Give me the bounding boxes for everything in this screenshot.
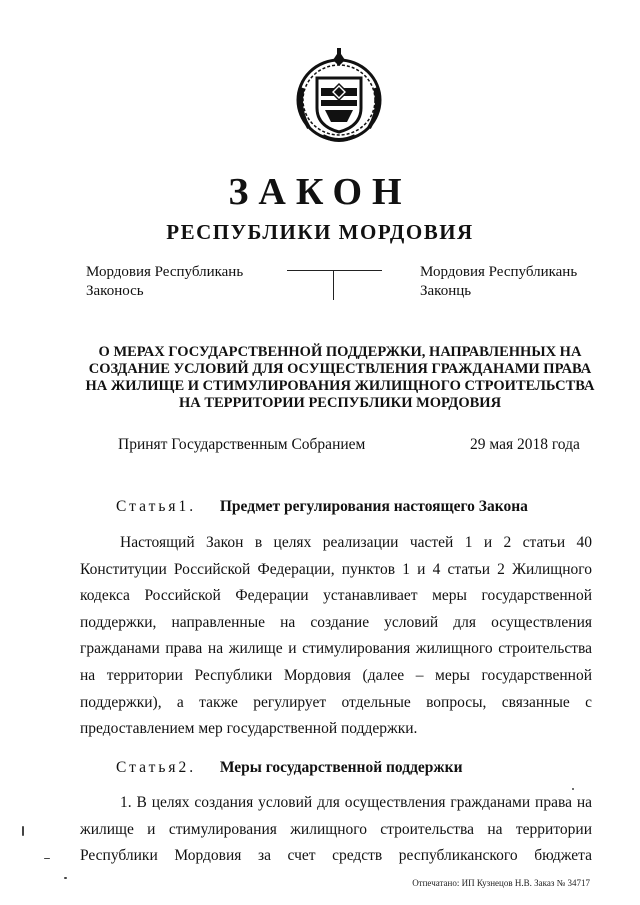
article-1-title: Предмет регулирования настоящего Закона (219, 498, 528, 515)
headline-line: НА ТЕРРИТОРИИ РЕСПУБЛИКИ МОРДОВИЯ (178, 395, 502, 411)
article-2-heading (116, 759, 463, 777)
article-1-number: Статья1. (116, 498, 197, 515)
paragraph-line: 1. В целях создания условий для осуществления гражданами права на (120, 794, 592, 811)
header-separator-horizontal (287, 270, 382, 271)
moksha-header-left-line2: Законось (86, 283, 144, 299)
scan-speck (44, 858, 50, 859)
adopted-date: 29 мая 2018 года (470, 436, 580, 453)
moksha-header-left (86, 263, 243, 301)
erzya-header-right-line1: Мордовия Республикань (420, 264, 578, 280)
headline-line: НА ЖИЛИЩЕ И СТИМУЛИРОВАНИЯ ЖИЛИЩНОГО СТРОИТЕЛЬСТВА (85, 378, 595, 394)
scan-speck (64, 877, 67, 879)
header-separator-vertical (333, 270, 334, 300)
article-2-title: Меры государственной поддержки (219, 759, 463, 776)
article-1-text (80, 530, 592, 743)
article-2-number: Статья2. (116, 759, 197, 776)
paragraph-line: на территории Республики Мордовия (далее – меры государственной (80, 666, 592, 684)
law-headline (80, 344, 600, 412)
paragraph-line: Конституции Российской Федерации, пунктов 1 и 4 статьи 2 Жилищного (80, 560, 592, 578)
paragraph-line: кодекса Российской Федерации устанавливает меры государственной (80, 587, 592, 605)
law-title: ЗАКОН (228, 171, 412, 213)
scan-speck (572, 788, 574, 790)
paragraph-line: поддержки), а также регулирует отдельные вопросы, связанные с (80, 693, 592, 711)
paragraph-line: Республики Мордовия за счет средств республиканского бюджета (80, 847, 592, 865)
headline-line: СОЗДАНИЕ УСЛОВИЙ ДЛЯ ОСУЩЕСТВЛЕНИЯ ГРАЖДАНАМИ ПРАВА (88, 361, 592, 377)
erzya-header-right (420, 263, 577, 301)
paragraph-line: поддержки, направленные на создание условий для осуществления (80, 613, 592, 631)
article-2-text (80, 790, 592, 870)
erzya-header-right-line2: Законць (420, 283, 472, 299)
scan-speck (22, 826, 24, 836)
adopted-by: Принят Государственным Собранием (118, 436, 366, 453)
paragraph-line: предоставлением мер государственной поддержки. (80, 720, 418, 738)
headline-line: О МЕРАХ ГОСУДАРСТВЕННОЙ ПОДДЕРЖКИ, НАПРАВЛЕННЫХ НА (98, 344, 582, 360)
paragraph-line: гражданами права на жилище и стимулирования жилищного строительства (80, 640, 592, 658)
moksha-header-left-line1: Мордовия Республикань (86, 264, 244, 280)
article-1-heading (116, 498, 528, 516)
printing-imprint: Отпечатано: ИП Кузнецов Н.В. Заказ № 34717 (412, 878, 590, 888)
law-subtitle: РЕСПУБЛИКИ МОРДОВИЯ (166, 220, 474, 244)
paragraph-line: жилище и стимулирования жилищного строительства на территории (80, 820, 592, 838)
paragraph-line: Настоящий Закон в целях реализации частей 1 и 2 статьи 40 (120, 534, 592, 551)
coat-of-arms-emblem (293, 48, 385, 144)
